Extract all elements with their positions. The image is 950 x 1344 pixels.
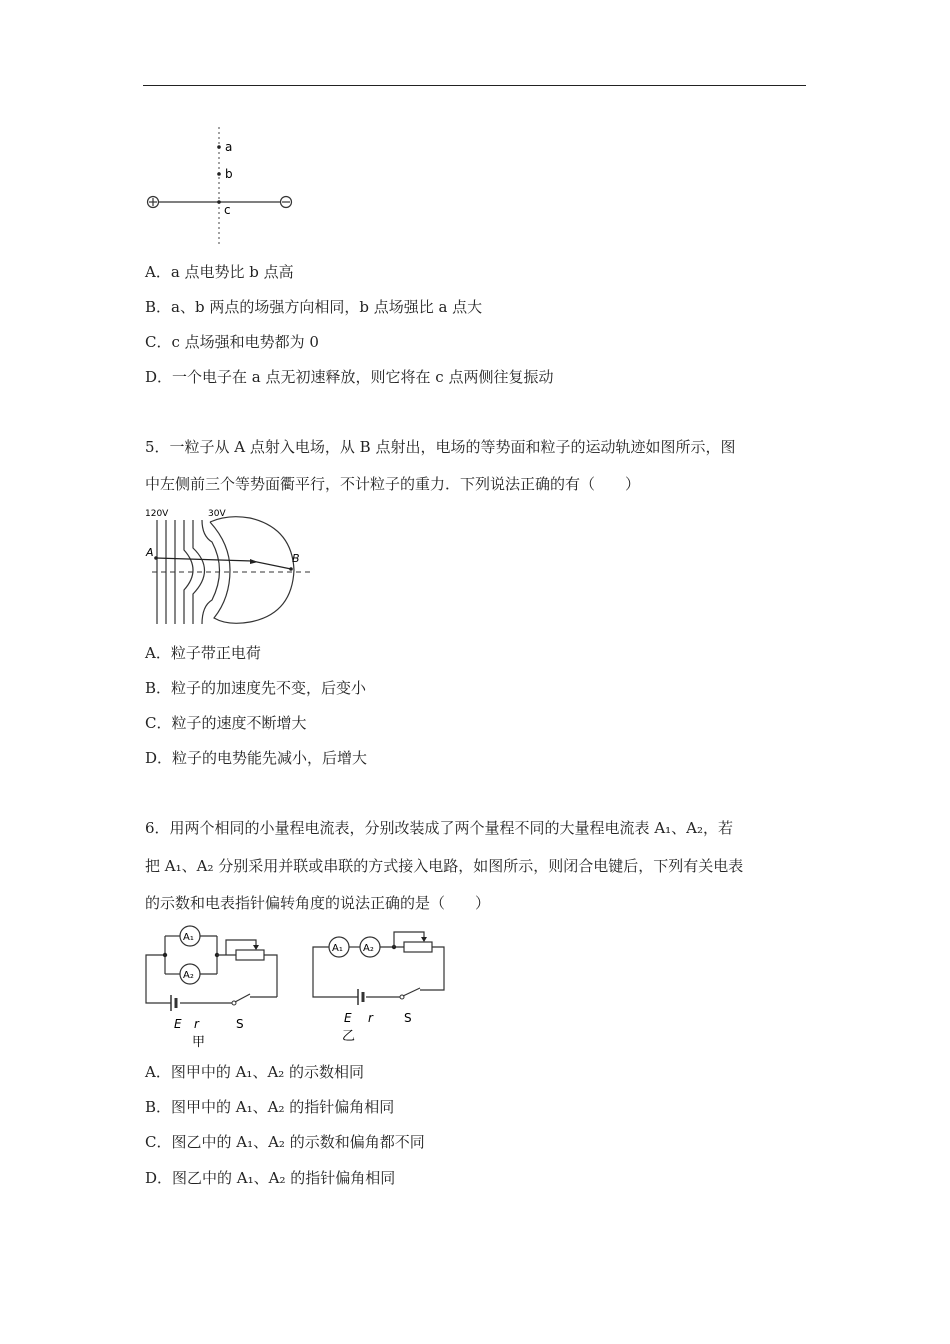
q6-stem-line3: 的示数和电表指针偏转角度的说法正确的是（ ） [145,894,491,912]
q5-voltage-30: 30V [208,509,226,519]
q5-stem-line2: 中左侧前三个等势面衢平行，不计粒子的重力．下列说法正确的有（ ） [145,475,641,493]
q5-option-c: C．粒子的速度不断增大 [145,714,307,732]
q5-option-a: A．粒子带正电荷 [145,644,261,662]
q6-jia-emf: E [174,1017,182,1031]
q6-caption-jia: 甲 [192,1035,206,1050]
q4-option-b: B．a、b 两点的场强方向相同，b 点场强比 a 点大 [145,298,483,316]
q4-option-a: A．a 点电势比 b 点高 [145,263,294,281]
q5-field-figure [142,506,317,628]
q6-option-d: D．图乙中的 A₁、A₂ 的指针偏角相同 [145,1169,396,1187]
q6-stem-line2: 把 A₁、A₂ 分别采用并联或串联的方式接入电路，如图所示，则闭合电键后，下列有关电表 [145,857,744,875]
q6-caption-yi: 乙 [342,1029,356,1044]
q6-option-b: B．图甲中的 A₁、A₂ 的指针偏角相同 [145,1098,395,1116]
header-rule [143,85,806,86]
q6-option-c: C．图乙中的 A₁、A₂ 的示数和偏角都不同 [145,1133,425,1151]
q6-stem-line1: 6．用两个相同的小量程电流表，分别改装成了两个量程不同的大量程电流表 A₁、A₂，若 [145,819,734,837]
q6-yi-meter1: A₁ [332,943,343,954]
q6-jia-r: r [194,1017,199,1031]
q5-voltage-120: 120V [145,509,169,519]
q4-label-b: b [225,167,233,181]
q6-option-a: A．图甲中的 A₁、A₂ 的示数相同 [145,1063,365,1081]
q5-point-b: B [292,552,300,565]
q6-yi-emf: E [344,1011,352,1025]
q6-jia-meter1: A₁ [183,932,194,943]
q6-circuit-parallel [140,922,290,1050]
q6-yi-meter2: A₂ [363,943,374,954]
q4-label-a: a [225,140,233,154]
q4-option-c: C．c 点场强和电势都为 0 [145,333,319,351]
q4-option-d: D．一个电子在 a 点无初速释放，则它将在 c 点两侧往复振动 [145,368,554,386]
q6-circuit-series [308,922,458,1050]
q4-charge-figure [140,125,300,250]
q5-option-d: D．粒子的电势能先减小，后增大 [145,749,368,767]
q6-yi-r: r [368,1011,373,1025]
q6-jia-switch: S [236,1017,244,1031]
q5-option-b: B．粒子的加速度先不变，后变小 [145,679,367,697]
q4-label-c: c [224,203,231,217]
q6-yi-switch: S [404,1011,412,1025]
q5-point-a: A [146,546,154,559]
q6-jia-meter2: A₂ [183,970,194,981]
q5-stem-line1: 5．一粒子从 A 点射入电场，从 B 点射出，电场的等势面和粒子的运动轨迹如图所示，图 [145,438,736,456]
